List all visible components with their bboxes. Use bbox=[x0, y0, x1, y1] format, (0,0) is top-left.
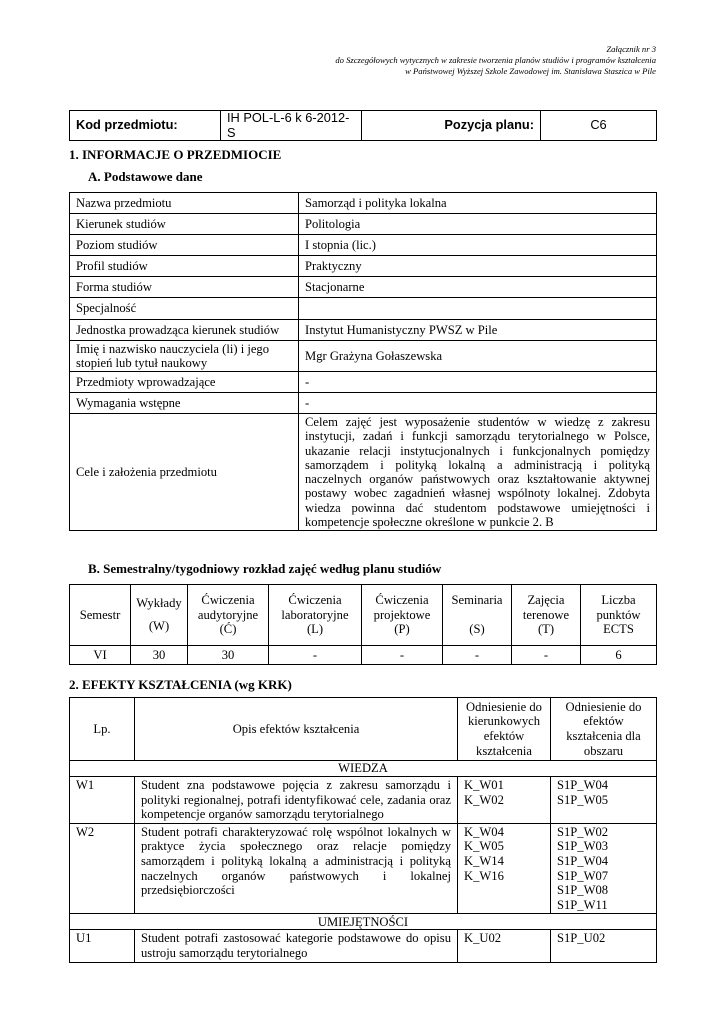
table-row bbox=[70, 823, 657, 914]
header-name: Ćwiczenia audytoryjne bbox=[197, 593, 259, 622]
header-zajecia-terenowe bbox=[512, 585, 581, 646]
header-cwiczenia-laboratoryjne bbox=[269, 585, 362, 646]
header-ref-dir: Odniesienie do kierunkowych efektów kształcenia bbox=[458, 698, 551, 761]
label-cell: Kierunek studiów bbox=[70, 214, 299, 235]
cell-ref-area: S1P_W02 S1P_W03 S1P_W04 S1P_W07 S1P_W08 S1P_W11 bbox=[551, 823, 657, 914]
header-abbr: (Ć) bbox=[219, 622, 237, 637]
table-row bbox=[70, 930, 657, 962]
cell-lp: W1 bbox=[70, 777, 135, 824]
group-umiejetnosci: UMIEJĘTNOŚCI bbox=[70, 914, 657, 930]
table-row bbox=[70, 298, 657, 320]
section-1-title: 1. INFORMACJE O PRZEDMIOCIE bbox=[69, 147, 282, 162]
cell-desc: Student potrafi charakteryzować rolę wspólnot lokalnych w praktyce życia społecznego oraz relacje pomiędzy samorządem i polityką lokalną a administracją i polityką naczelnych organów państwowych i lokalnej przedsiębiorczości bbox=[135, 823, 458, 914]
cell-ref-dir: K_U02 bbox=[458, 930, 551, 962]
header-abbr: (T) bbox=[537, 622, 555, 637]
cell-cwiczenia-laboratoryjne: - bbox=[269, 646, 362, 665]
cell-lp: U1 bbox=[70, 930, 135, 962]
label-cell: Forma studiów bbox=[70, 277, 299, 298]
plan-position-label: Pozycja planu: bbox=[362, 111, 541, 141]
table-row bbox=[70, 585, 657, 646]
header-semestr: Semestr bbox=[70, 585, 131, 646]
section-2-title: 2. EFEKTY KSZTAŁCENIA (wg KRK) bbox=[69, 677, 292, 692]
header-seminaria bbox=[443, 585, 512, 646]
group-row bbox=[70, 761, 657, 777]
attachment-line-2: do Szczegółowych wytycznych w zakresie tworzenia planów studiów i programów kształcenia bbox=[335, 55, 656, 66]
value-cell: I stopnia (lic.) bbox=[299, 235, 657, 256]
header-ref-area: Odniesienie do efektów kształcenia dla obszaru bbox=[551, 698, 657, 761]
table-row bbox=[70, 777, 657, 824]
cell-cwiczenia-projektowe: - bbox=[362, 646, 443, 665]
header-name: Wykłady bbox=[136, 596, 182, 611]
label-cell: Jednostka prowadząca kierunek studiów bbox=[70, 320, 299, 341]
section-1b-title: B. Semestralny/tygodniowy rozkład zajęć według planu studiów bbox=[88, 561, 442, 576]
semester-table bbox=[69, 584, 657, 665]
header-wyklady bbox=[131, 585, 188, 646]
table-row bbox=[70, 414, 657, 531]
table-row bbox=[70, 214, 657, 235]
cell-ref-area: S1P_W04 S1P_W05 bbox=[551, 777, 657, 824]
value-cell: Samorząd i polityka lokalna bbox=[299, 193, 657, 214]
table-row bbox=[70, 341, 657, 372]
cell-lp: W2 bbox=[70, 823, 135, 914]
attachment-line-1: Załącznik nr 3 bbox=[606, 44, 656, 54]
value-cell: Praktyczny bbox=[299, 256, 657, 277]
value-cell: Celem zajęć jest wyposażenie studentów w wiedzę z zakresu instytucji, zadań i funkcji samorządu terytorialnego w Polsce, ukazanie relacji instytucjonalnych i funkcjonalnych pomiędzy samorządem i polityką lokalną a administracją i polityką naczelnych organów państwowych oraz kształtowanie aktywnej postawy wobec zagadnień własnej wspólnoty lokalnej. Zdobyta wiedza powinna dać studentom podstawowe umiejętności i kompetencje społeczne określone w punkcie 2. B bbox=[299, 414, 657, 531]
header-name: Seminaria bbox=[451, 593, 503, 608]
group-row bbox=[70, 914, 657, 930]
basic-data-table bbox=[69, 192, 657, 531]
learning-outcomes-table bbox=[69, 697, 657, 963]
course-code-value: IH POL-L-6 k 6-2012-S bbox=[221, 111, 362, 141]
value-cell: - bbox=[299, 372, 657, 393]
group-wiedza: WIEDZA bbox=[70, 761, 657, 777]
label-cell: Nazwa przedmiotu bbox=[70, 193, 299, 214]
attachment-line-3: w Państwowej Wyższej Szkole Zawodowej im. Stanisława Staszica w Pile bbox=[405, 66, 656, 77]
value-cell: Mgr Grażyna Gołaszewska bbox=[299, 341, 657, 372]
table-row bbox=[70, 646, 657, 665]
cell-ref-area: S1P_U02 bbox=[551, 930, 657, 962]
header-lp: Lp. bbox=[70, 698, 135, 761]
header-name: Ćwiczenia laboratoryjne bbox=[281, 593, 349, 622]
label-cell: Poziom studiów bbox=[70, 235, 299, 256]
header-name: Zajęcia terenowe bbox=[522, 593, 570, 622]
cell-ects: 6 bbox=[581, 646, 657, 665]
cell-ref-dir: K_W04 K_W05 K_W14 K_W16 bbox=[458, 823, 551, 914]
table-row bbox=[70, 393, 657, 414]
table-row bbox=[70, 193, 657, 214]
cell-desc: Student zna podstawowe pojęcia z zakresu samorządu i polityki regionalnej, potrafi identyfikować cele, zadania oraz kompetencje organów samorządu terytorialnego bbox=[135, 777, 458, 824]
attachment-note bbox=[335, 44, 656, 78]
header-desc: Opis efektów kształcenia bbox=[135, 698, 458, 761]
table-row bbox=[70, 320, 657, 341]
cell-wyklady: 30 bbox=[131, 646, 188, 665]
header-cwiczenia-audytoryjne bbox=[188, 585, 269, 646]
label-cell: Imię i nazwisko nauczyciela (li) i jego stopień lub tytuł naukowy bbox=[70, 341, 299, 372]
value-cell: - bbox=[299, 393, 657, 414]
header-ects: Liczba punktów ECTS bbox=[581, 585, 657, 646]
table-row bbox=[70, 277, 657, 298]
plan-position-value: C6 bbox=[541, 111, 657, 141]
course-code-table bbox=[69, 110, 657, 141]
cell-cwiczenia-audytoryjne: 30 bbox=[188, 646, 269, 665]
label-cell: Cele i założenia przedmiotu bbox=[70, 414, 299, 531]
table-row bbox=[70, 698, 657, 761]
label-cell: Specjalność bbox=[70, 298, 299, 320]
table-row bbox=[70, 372, 657, 393]
cell-semestr: VI bbox=[70, 646, 131, 665]
value-cell: Stacjonarne bbox=[299, 277, 657, 298]
label-cell: Profil studiów bbox=[70, 256, 299, 277]
cell-ref-dir: K_W01 K_W02 bbox=[458, 777, 551, 824]
value-cell bbox=[299, 298, 657, 320]
header-cwiczenia-projektowe bbox=[362, 585, 443, 646]
cell-seminaria: - bbox=[443, 646, 512, 665]
header-abbr: (W) bbox=[148, 619, 170, 633]
table-row bbox=[70, 256, 657, 277]
header-abbr: (S) bbox=[469, 622, 485, 636]
course-code-label: Kod przedmiotu: bbox=[70, 111, 221, 141]
value-cell: Instytut Humanistyczny PWSZ w Pile bbox=[299, 320, 657, 341]
label-cell: Wymagania wstępne bbox=[70, 393, 299, 414]
table-row bbox=[70, 235, 657, 256]
value-cell: Politologia bbox=[299, 214, 657, 235]
header-abbr: (L) bbox=[306, 622, 324, 637]
header-abbr: (P) bbox=[394, 622, 410, 637]
header-name: Ćwiczenia projektowe bbox=[373, 593, 431, 622]
cell-zajecia-terenowe: - bbox=[512, 646, 581, 665]
section-1a-title: A. Podstawowe dane bbox=[88, 169, 203, 184]
label-cell: Przedmioty wprowadzające bbox=[70, 372, 299, 393]
cell-desc: Student potrafi zastosować kategorie podstawowe do opisu ustroju samorządu terytorialnego bbox=[135, 930, 458, 962]
